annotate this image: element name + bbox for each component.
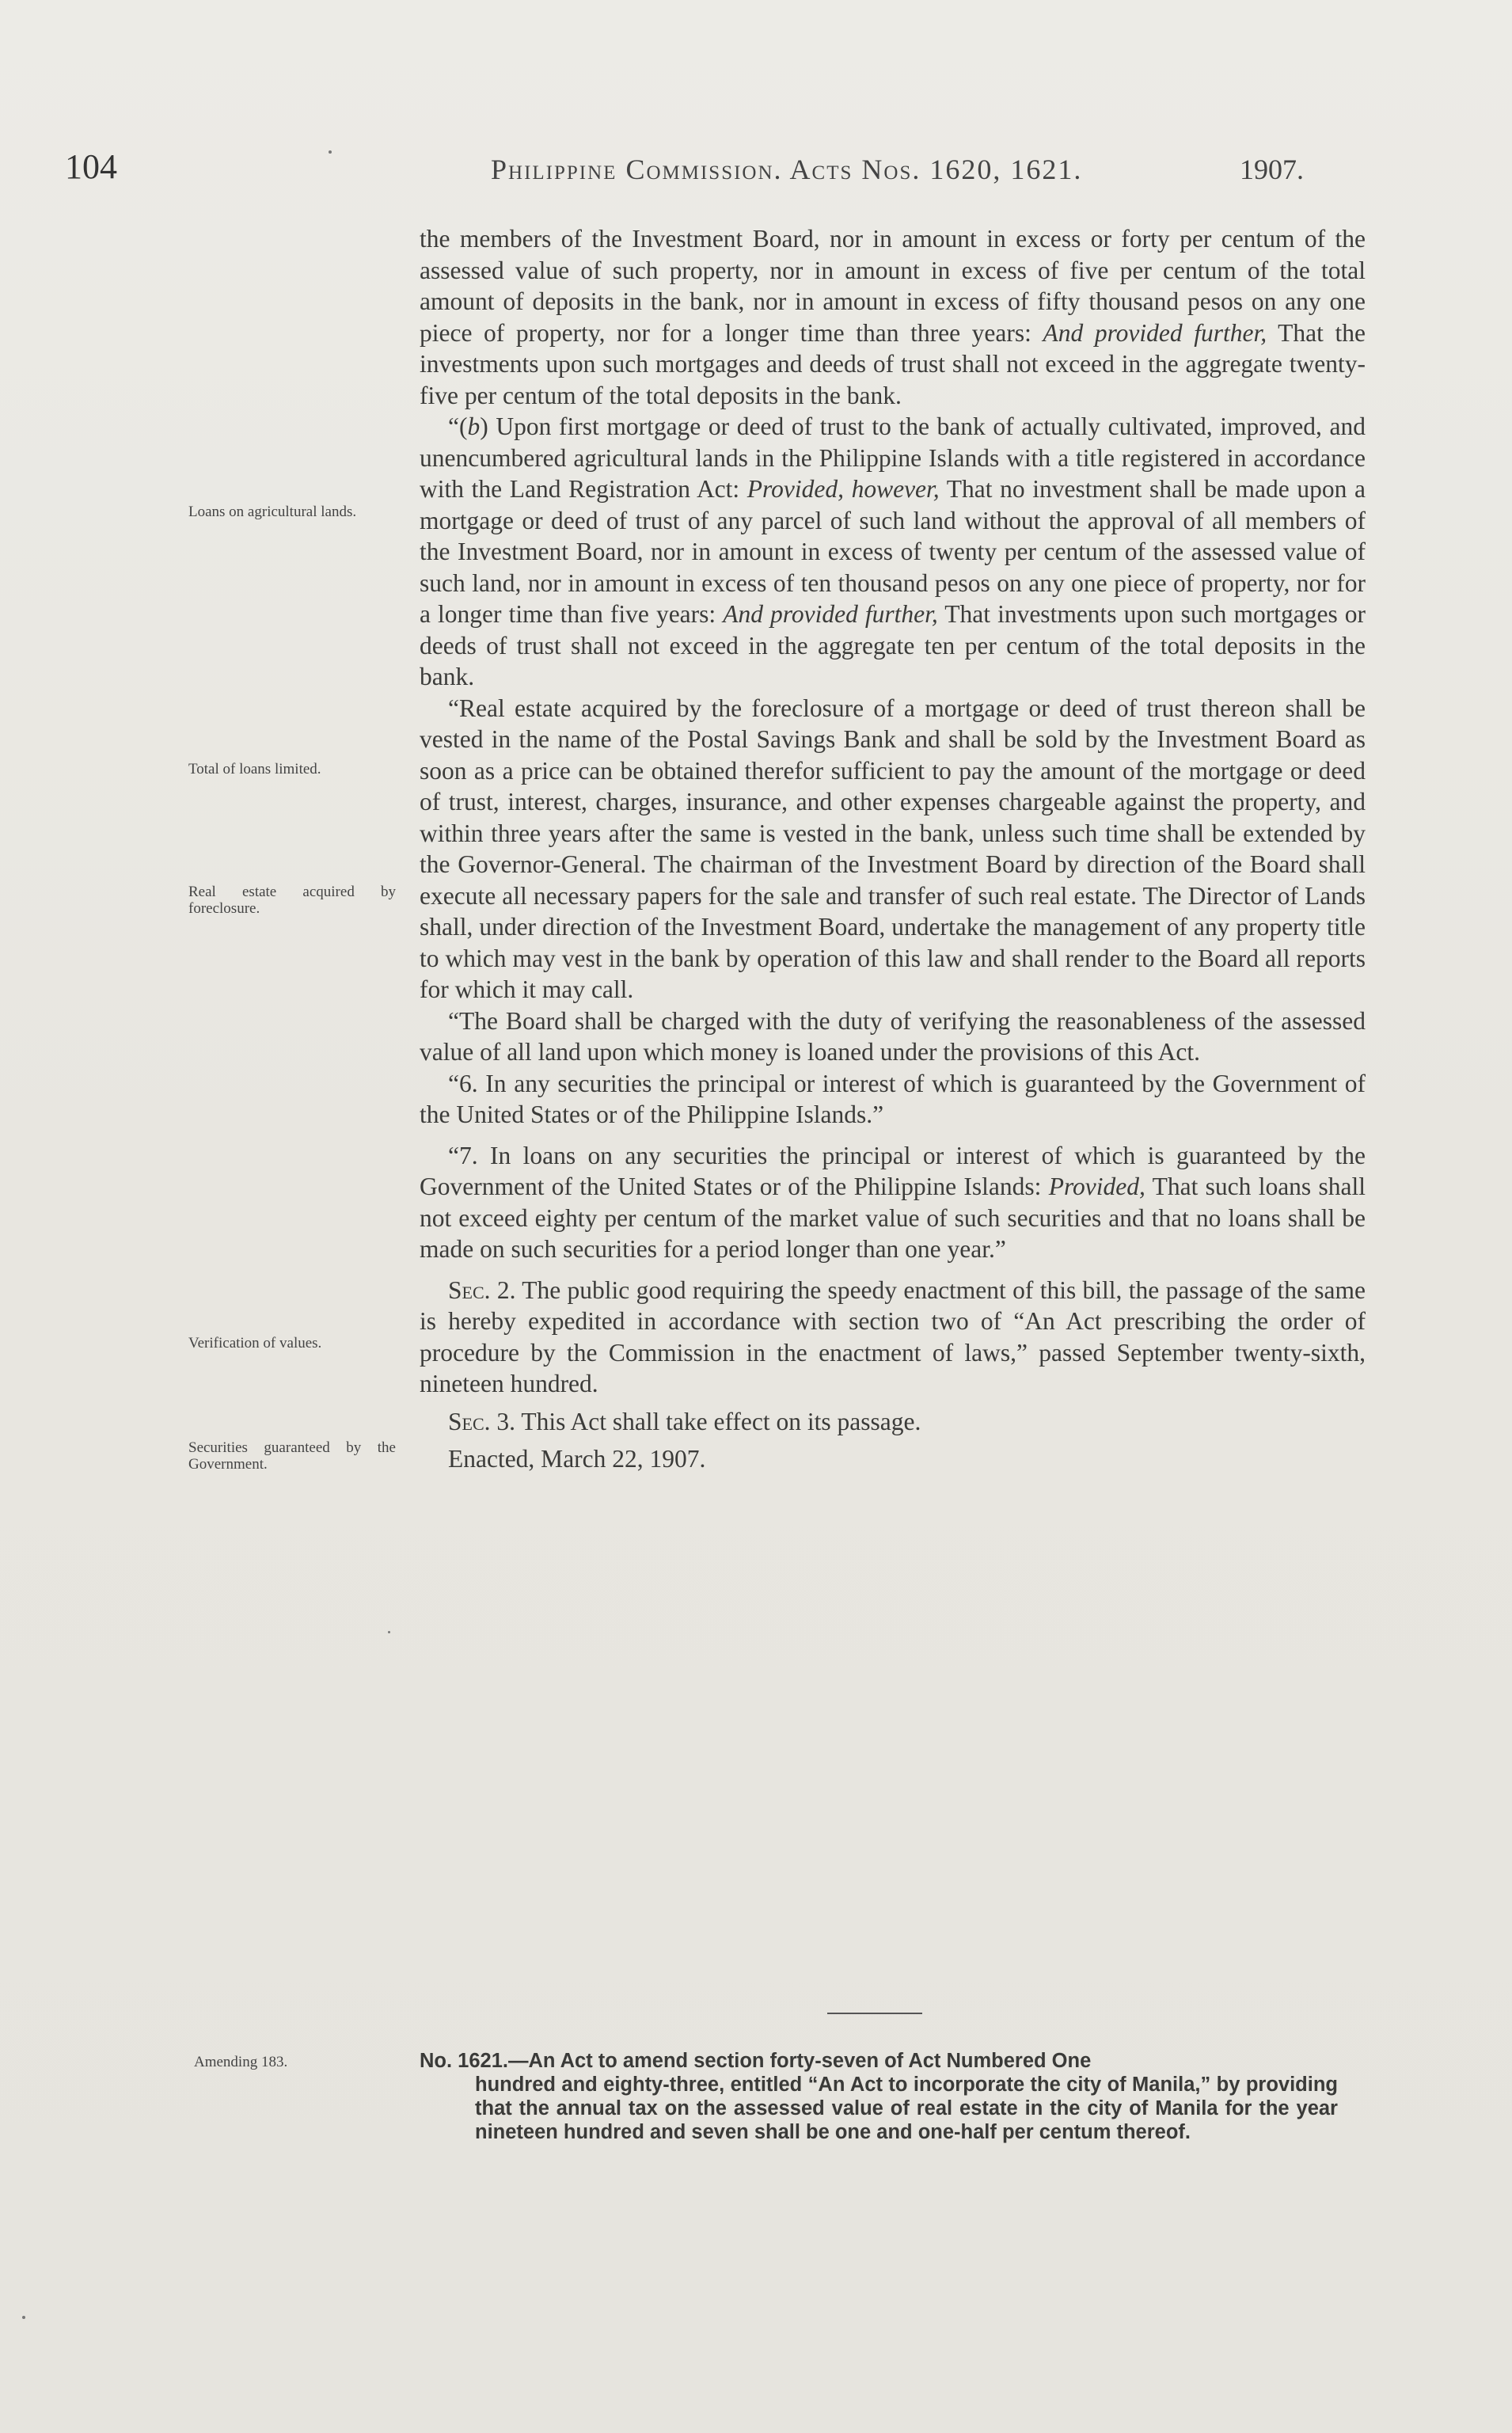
paragraph-real-estate-foreclosure: “Real estate acquired by the foreclosure of a mortgage or deed of trust thereon shall be vested in the name of the Postal Savings Bank and shall be sold by the Investment Board as soon as a price can be obtained therefor sufficient to pay the amount of the mortgage or deed of trust, interest, charges, insurance, and other expenses chargeable against the property, and within three years after the same is vested in the bank, unless such time shall be extended by the Governor-General. The chairman of the Investment Board by direction of the Board shall execute all necessary papers for the sale and transfer of such real estate. The Director of Lands shall, under direction of the Investment Board, undertake the management of any property title to which may vest in the bank by operation of this law and shall render to the Board all reports for which it may call.	[420, 694, 1366, 1003]
running-head-year: 1907.	[1240, 154, 1304, 185]
side-note-total-loans-limited: Total of loans limited.	[188, 761, 321, 777]
section-divider	[827, 2013, 922, 2014]
paper-speck	[329, 150, 332, 154]
enacted-date: Enacted, March 22, 1907.	[448, 1445, 706, 1473]
page-number: 104	[65, 147, 117, 186]
paragraph-loans-on-securities: “7. In loans on any securities the principal or interest of which is guaranteed by the Government of the United States or of the Philippine Islands: Provided, That such loans shall not exceed eighty per centum of the market value of such securities and that no loans shall be made on such securities for a period longer than one year.”	[420, 1141, 1366, 1263]
act-1621-title-first-line: No. 1621.—An Act to amend section forty-seven of Act Numbered One	[420, 2050, 1092, 2072]
act-body-text	[420, 223, 1366, 1475]
running-head: Philippine Commission. Acts Nos. 1620, 1621.	[491, 154, 1083, 185]
paragraph-investment-limits: the members of the Investment Board, nor in amount in excess or forty per centum of the assessed value of such property, nor in amount in excess of five per centum of the total amount of deposits in the bank, nor in amount in excess of fifty thousand pesos on any one piece of property, nor for a longer time than three years: And provided further, That the investments upon such mortgages and deeds of trust shall not exceed in the aggregate twenty-five per centum of the total deposits in the bank.	[420, 225, 1366, 409]
side-note-loans-agricultural: Loans on agricultural lands.	[188, 504, 357, 520]
paper-speck	[388, 1631, 390, 1633]
side-note-verification-values: Verification of values.	[188, 1335, 322, 1351]
paragraph-section-3: Sec. 3. This Act shall take effect on its passage.	[448, 1407, 921, 1435]
side-note-securities-guaranteed: Securities guaranteed by the Government.	[188, 1439, 396, 1473]
act-1621-title	[420, 2049, 1338, 2144]
side-note-amending: Amending 183.	[194, 2054, 288, 2070]
side-note-real-estate-foreclosure: Real estate acquired by foreclosure.	[188, 884, 396, 917]
paper-speck	[22, 2316, 25, 2319]
page-header	[0, 146, 1512, 202]
paragraph-section-2: Sec. 2. The public good requiring the speedy enactment of this bill, the passage of the same is hereby expedited in accordance with section two of “An Act prescribing the order of procedure by the Commission in the enactment of laws,” passed September twenty-sixth, nineteen hundred.	[420, 1275, 1366, 1397]
paragraph-agricultural-loans: “(b) Upon first mortgage or deed of trust to the bank of actually cultivated, improved, and unencumbered agricultural lands in the Philippine Islands with a title registered in accordance with the Land Registration Act: Provided, however, That no investment shall be made upon a mortgage or deed of trust of any parcel of such land without the approval of all members of the Investment Board, nor in amount in excess of twenty per centum of the assessed value of such land, nor in amount in excess of ten thousand pesos on any one piece of property, nor for a longer time than five years: And provided further, That investments upon such mortgages or deeds of trust shall not exceed in the aggregate ten per centum of the total deposits in the bank.	[420, 412, 1366, 690]
paragraph-verification: “The Board shall be charged with the duty of verifying the reasonableness of the assessed value of all land upon which money is loaned under the provisions of this Act.	[420, 1006, 1366, 1066]
paragraph-securities: “6. In any securities the principal or interest of which is guaranteed by the Government of the United States or of the Philippine Islands.”	[420, 1069, 1366, 1128]
act-1621-title-continuation: hundred and eighty-three, entitled “An Act to incorporate the city of Manila,” by providing that the annual tax on the assessed value of real estate in the city of Manila for the year nineteen hundred and seven shall be one and one-half per centum thereof.	[475, 2074, 1338, 2143]
